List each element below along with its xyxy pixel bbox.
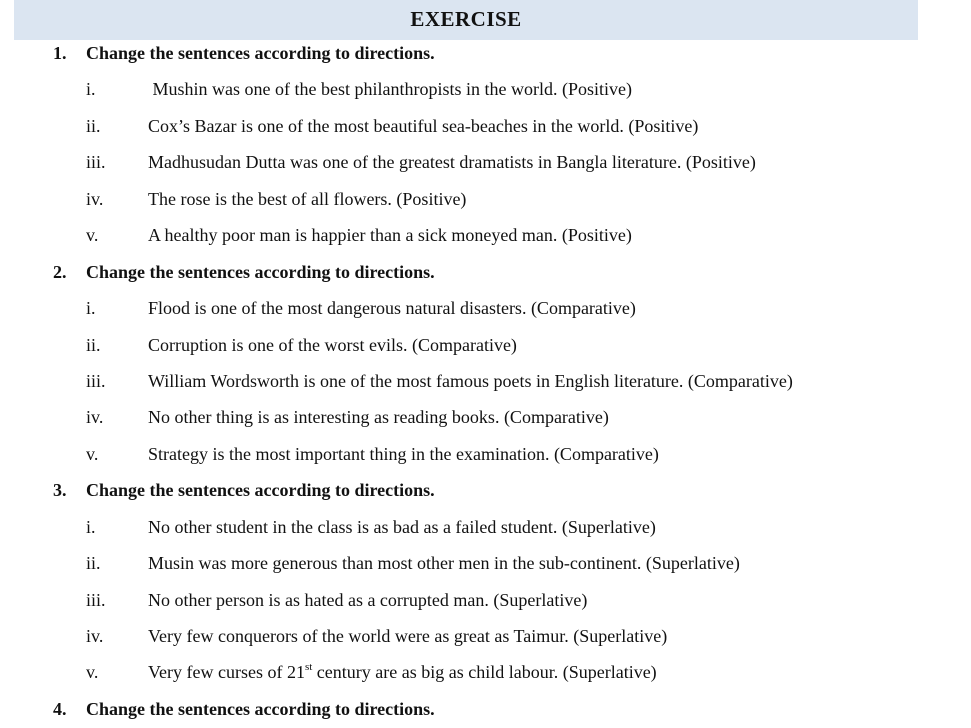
section-instruction: Change the sentences according to directions. (86, 43, 435, 63)
item-numeral: v. (86, 662, 99, 683)
page-title: EXERCISE (410, 7, 522, 31)
item-sentence: Madhusudan Dutta was one of the greatest dramatists in Bangla literature. (Positive) (148, 152, 756, 173)
list-item (0, 399, 971, 435)
list-item (0, 363, 971, 399)
exercise-header-band (14, 0, 918, 40)
section-number: 1. (53, 43, 67, 63)
item-numeral: iii. (86, 152, 106, 173)
section-instruction: Change the sentences according to directions. (86, 698, 435, 719)
item-numeral: iii. (86, 589, 106, 610)
section-number: 3. (53, 480, 67, 501)
ordinal-superscript: st (304, 661, 313, 674)
list-item (0, 217, 971, 253)
section-heading (0, 35, 971, 71)
item-numeral: i. (86, 298, 96, 319)
item-numeral: iv. (86, 188, 104, 209)
item-numeral: iv. (86, 626, 104, 646)
item-sentence: William Wordsworth is one of the most famous poets in English literature. (Comparative) (148, 370, 793, 391)
section-heading (0, 254, 971, 290)
item-sentence: Musin was more generous than most other men in the sub-continent. (Superlative) (148, 553, 740, 574)
item-sentence: Corruption is one of the worst evils. (Comparative) (148, 334, 517, 355)
item-numeral: iv. (86, 407, 104, 428)
item-sentence: The rose is the best of all flowers. (Positive) (148, 188, 467, 209)
item-sentence: No other thing is as interesting as reading books. (Comparative) (148, 407, 609, 428)
item-sentence: Strategy is the most important thing in the examination. (Comparative) (148, 443, 659, 464)
item-sentence: Very few conquerors of the world were as great as Taimur. (Superlative) (148, 626, 668, 646)
section-heading (0, 691, 971, 727)
item-numeral: v. (86, 443, 99, 464)
list-item (0, 290, 971, 326)
list-item (0, 181, 971, 217)
item-sentence: No other student in the class is as bad as a failed student. (Superlative) (148, 516, 656, 537)
list-item (0, 436, 971, 472)
item-numeral: ii. (86, 553, 101, 574)
list-item (0, 71, 971, 107)
list-item (0, 582, 971, 618)
item-numeral: iii. (86, 370, 106, 391)
list-item (0, 509, 971, 545)
list-item (0, 618, 971, 654)
sentence-part: century are as big as child labour. (Superlative) (312, 662, 657, 683)
list-item (0, 545, 971, 581)
item-numeral: i. (86, 79, 96, 100)
item-numeral: v. (86, 225, 99, 246)
list-item (0, 327, 971, 363)
list-item (0, 654, 971, 690)
section-instruction: Change the sentences according to directions. (86, 480, 435, 501)
section-heading (0, 472, 971, 508)
section-instruction: Change the sentences according to directions. (86, 261, 435, 282)
item-sentence: A healthy poor man is happier than a sick moneyed man. (Positive) (148, 225, 632, 246)
item-sentence: No other person is as hated as a corrupted man. (Superlative) (148, 589, 588, 610)
item-numeral: ii. (86, 334, 101, 355)
item-numeral: ii. (86, 115, 101, 136)
item-sentence: Mushin was one of the best philanthropists in the world. (Positive) (148, 79, 632, 100)
item-numeral: i. (86, 516, 96, 537)
list-item (0, 144, 971, 180)
item-sentence: Flood is one of the most dangerous natural disasters. (Comparative) (148, 298, 636, 319)
section-number: 2. (53, 261, 67, 282)
list-item (0, 108, 971, 144)
item-sentence (148, 654, 657, 690)
exercise-list (0, 35, 971, 727)
section-number: 4. (53, 698, 67, 719)
sentence-part: Very few curses of 21 (148, 662, 305, 683)
item-sentence: Cox’s Bazar is one of the most beautiful sea-beaches in the world. (Positive) (148, 115, 699, 136)
